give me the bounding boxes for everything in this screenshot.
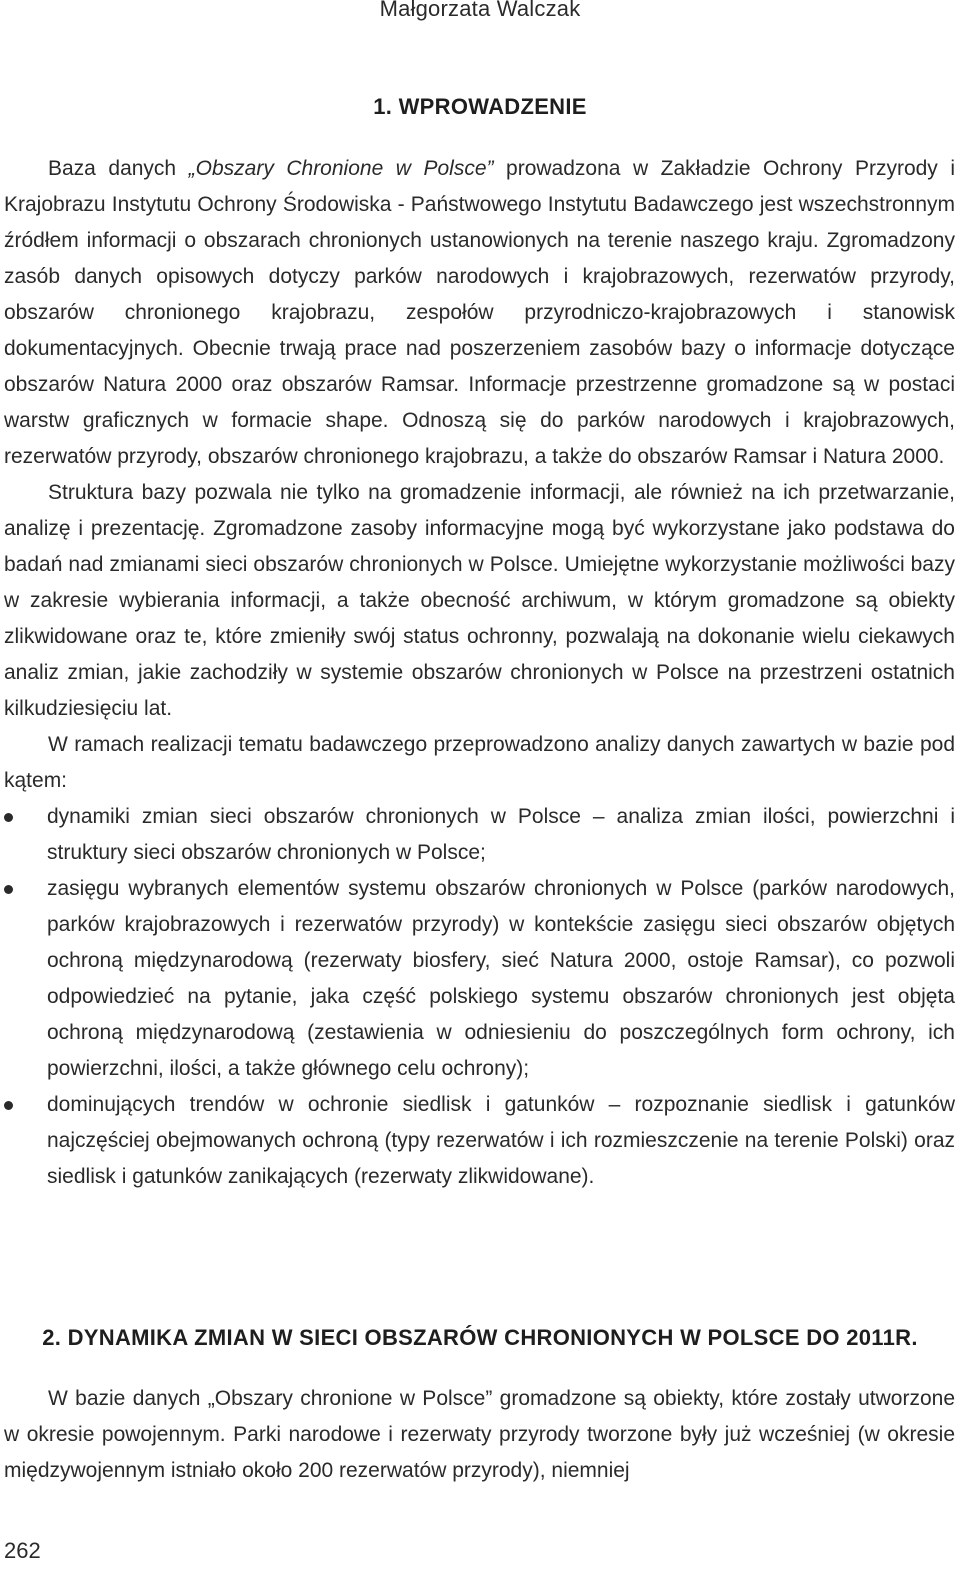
list-item [4,871,955,1087]
list-item-text: dynamiki zmian sieci obszarów chronionych w Polsce – analiza zmian ilości, powierzchni i struktury sieci obszarów chronionych w Polsce; [47,805,955,864]
list-item [4,1087,955,1195]
list-item-text: zasięgu wybranych elementów systemu obszarów chronionych w Polsce (parków narodowych, parków krajobrazowych i rezerwatów przyrody) w kontekście zasięgu sieci obszarów objętych ochroną międzynarodową (rezerwaty biosfery, sieć Natura 2000, ostoje Ramsar), co pozwoli odpowiedzieć na pytanie, jaka część polskiego systemu obszarów chronionych jest objęta ochroną międzynarodową (zestawienia w odniesieniu do poszczególnych form ochrony, ich powierzchni, ilości, a także głównego celu ochrony); [47,877,955,1080]
paragraph [4,151,955,475]
running-header-author: Małgorzata Walczak [379,0,581,21]
page-number: 262 [4,1538,41,1563]
paragraph: Struktura bazy pozwala nie tylko na gromadzenie informacji, ale również na ich przetwarzanie, analizę i prezentację. Zgromadzone zasoby informacyjne mogą być wykorzystane jako podstawa do badań nad zmianami sieci obszarów chronionych w Polsce. Umiejętne wykorzystanie możliwości bazy w zakresie wybierania informacji, a także obecność archiwum, w którym gromadzone są obiekty zlikwidowane oraz te, które zmieniły swój status ochronny, pozwalają na dokonanie wielu ciekawych analiz zmian, jakie zachodziły w systemie obszarów chronionych w Polsce na przestrzeni ostatnich kilkudziesięciu lat. [4,481,955,720]
section-body-introduction [4,151,955,1195]
section-body-dynamics [4,1381,955,1489]
section-heading-introduction: 1. WPROWADZENIE [373,94,587,119]
database-title-italic: „Obszary Chronione w Polsce” [188,157,494,180]
bullet-icon [4,885,13,894]
bullet-icon [4,813,13,822]
paragraph-text: Baza danych [48,157,189,180]
list-item [4,799,955,871]
paragraph-text: prowadzona w Zakładzie Ochrony Przyrody i Krajobrazu Instytutu Ochrony Środowiska - Państwowego Instytutu Badawczego jest wszechstronnym źródłem informacji o obszarach chronionych ustanowionych na terenie naszego kraju. Zgromadzony zasób danych opisowych dotyczy parków narodowych i krajobrazowych, rezerwatów przyrody, obszarów chronionego krajobrazu, zespołów przyrodniczo-krajobrazowych i stanowisk dokumentacyjnych. Obecnie trwają prace nad poszerzeniem zasobów bazy o informacje dotyczące obszarów Natura 2000 oraz obszarów Ramsar. Informacje przestrzenne gromadzone są w postaci warstw graficznych w formacie shape. Odnoszą się do parków narodowych i krajobrazowych, rezerwatów przyrody, obszarów chronionego krajobrazu, a także do obszarów Ramsar i Natura 2000. [4,157,955,468]
bullet-icon [4,1101,13,1110]
paragraph: W bazie danych „Obszary chronione w Polsce” gromadzone są obiekty, które zostały utworzone w okresie powojennym. Parki narodowe i rezerwaty przyrody tworzone były już wcześniej (w okresie międzywojennym istniało około 200 rezerwatów przyrody), niemniej [4,1387,955,1482]
list-item-text: dominujących trendów w ochronie siedlisk i gatunków – rozpoznanie siedlisk i gatunków najczęściej obejmowanych ochroną (typy rezerwatów i ich rozmieszczenie na terenie Polski) oraz siedlisk i gatunków zanikających (rezerwaty zlikwidowane). [47,1093,955,1188]
paragraph: W ramach realizacji tematu badawczego przeprowadzono analizy danych zawartych w bazie pod kątem: [4,733,955,792]
analysis-bullet-list [4,799,955,1195]
section-heading-dynamics: 2. DYNAMIKA ZMIAN W SIECI OBSZARÓW CHRONIONYCH W POLSCE DO 2011R. [42,1325,918,1350]
